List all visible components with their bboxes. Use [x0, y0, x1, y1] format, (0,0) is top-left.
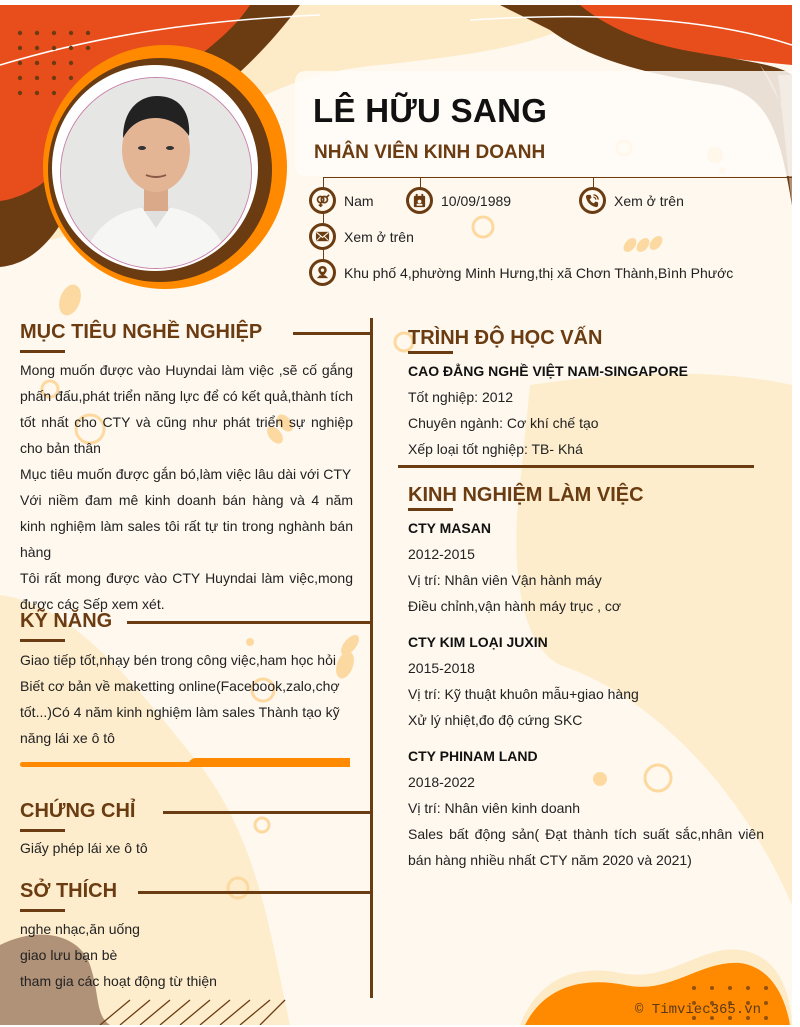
section-rule — [163, 811, 371, 814]
job-period: 2015-2018 — [408, 660, 475, 676]
skills-progress-bar — [20, 758, 350, 767]
graduation-rank: Xếp loại tốt nghiệp: TB- Khá — [408, 441, 583, 457]
job-position: Vị trí: Kỹ thuật khuôn mẫu+giao hàng — [408, 686, 639, 702]
title-underline — [408, 351, 453, 354]
contact-phone — [579, 187, 684, 214]
skills-line: Biết cơ bản về maketting online(Facebook,zalo,chợ tốt...)Có 4 năm kinh nghiệm làm sales Thành tạo kỹ năng lái xe ô tô — [20, 678, 340, 746]
column-divider — [370, 318, 373, 998]
person-photo — [61, 78, 251, 268]
job-company: CTY MASAN — [408, 520, 491, 536]
section-rule — [138, 891, 371, 894]
job-position: Vị trí: Nhân viên kinh doanh — [408, 800, 580, 816]
job-title: NHÂN VIÊN KINH DOANH — [314, 142, 546, 163]
objective-line: Với niềm đam mê kinh doanh bán hàng và 4 năm kinh nghiệm làm sales tôi rất tự tin trong nghành bán hàng — [20, 492, 353, 560]
section-title-certificates: CHỨNG CHỈ — [20, 800, 136, 822]
avatar — [60, 77, 252, 269]
gender-value: Nam — [344, 192, 374, 209]
objective-text — [20, 357, 353, 617]
title-underline — [20, 639, 65, 642]
section-rule — [293, 332, 371, 335]
job-entry — [408, 629, 764, 733]
job-description: Sales bất động sản( Đạt thành tích suất sắc,nhân viên bán hàng nhiều nhất CTY năm 2020 và 2021) — [408, 826, 764, 868]
title-underline — [20, 909, 65, 912]
hobby-line: nghe nhạc,ăn uống — [20, 921, 140, 937]
experience-list — [408, 515, 764, 873]
contact-address — [309, 259, 733, 286]
skills-text — [20, 647, 353, 751]
job-position: Vị trí: Nhân viên Vận hành máy — [408, 572, 602, 588]
section-title-experience: KINH NGHIỆM LÀM VIỆC — [408, 484, 644, 506]
objective-line: Tôi rất mong được vào CTY Huyndai làm việc,mong được các Sếp xem xét. — [20, 570, 353, 612]
objective-line: Mong muốn được vào Huyndai làm việc ,sẽ cố gắng phấn đấu,phát triển năng lực để có kết quả,thành tích tốt nhất cho CTY và cũng như phát triển sự nghiệp cho bản thân — [20, 362, 353, 456]
hobby-line: tham gia các hoạt động từ thiện — [20, 973, 217, 989]
skills-line: Giao tiếp tốt,nhạy bén trong công việc,ham học hỏi — [20, 652, 336, 668]
watermark: © Timviec365.vn — [635, 1002, 762, 1018]
phone-value: Xem ở trên — [614, 192, 684, 209]
objective-line: Mục tiêu muốn được gắn bó,làm việc lâu dài với CTY — [20, 466, 352, 482]
contact-connector — [323, 177, 792, 178]
hobbies-text — [20, 916, 353, 994]
certificate-line: Giấy phép lái xe ô tô — [20, 840, 148, 856]
candidate-name: LÊ HỮU SANG — [313, 92, 548, 129]
contact-email — [309, 223, 414, 250]
school-name: CAO ĐẲNG NGHỀ VIỆT NAM-SINGAPORE — [408, 363, 689, 379]
email-icon — [309, 223, 336, 250]
title-underline — [20, 350, 65, 353]
contact-gender — [309, 187, 374, 214]
job-entry — [408, 515, 764, 619]
address-value: Khu phố 4,phường Minh Hưng,thị xã Chơn Thành,Bình Phước — [344, 264, 734, 281]
section-title-education: TRÌNH ĐỘ HỌC VẤN — [408, 327, 603, 349]
email-value: Xem ở trên — [344, 228, 414, 245]
job-period: 2018-2022 — [408, 774, 475, 790]
hobby-line: giao lưu bạn bè — [20, 947, 118, 963]
gender-icon — [309, 187, 336, 214]
section-rule — [398, 465, 754, 468]
job-description: Điều chỉnh,vận hành máy trục , cơ — [408, 598, 622, 614]
certificates-text — [20, 835, 353, 861]
section-title-hobbies: SỞ THÍCH — [20, 880, 118, 902]
title-underline — [20, 829, 65, 832]
title-underline — [408, 508, 453, 511]
job-period: 2012-2015 — [408, 546, 475, 562]
section-title-skills: KỸ NĂNG — [20, 610, 113, 632]
job-company: CTY KIM LOẠI JUXIN — [408, 634, 548, 650]
section-title-objective: MỤC TIÊU NGHỀ NGHIỆP — [20, 321, 263, 343]
location-icon — [309, 259, 336, 286]
birthday-value: 10/09/1989 — [441, 192, 512, 209]
education-block — [408, 358, 768, 462]
section-rule — [127, 621, 371, 624]
job-company: CTY PHINAM LAND — [408, 748, 538, 764]
job-entry — [408, 743, 764, 873]
contact-birthday — [406, 187, 511, 214]
phone-icon — [579, 187, 606, 214]
cv-page — [0, 5, 792, 1025]
major: Chuyên ngành: Cơ khí chế tạo — [408, 415, 599, 431]
graduation-year: Tốt nghiệp: 2012 — [408, 389, 514, 405]
calendar-icon — [406, 187, 433, 214]
job-description: Xử lý nhiệt,đo độ cứng SKC — [408, 712, 583, 728]
